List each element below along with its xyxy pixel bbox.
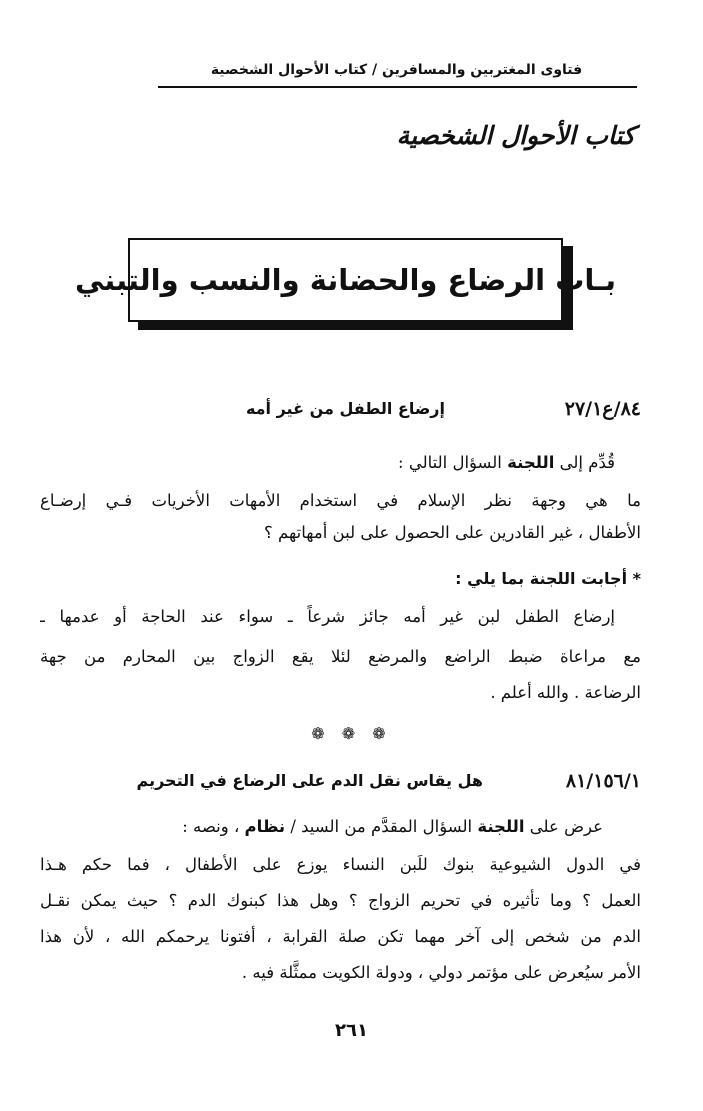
intro-middle: السؤال المقدَّم من السيد / xyxy=(290,817,473,836)
question-line-2: العمل ؟ وما تأثيره في تحريم الزواج ؟ وهل هذا كبنوك الدم ؟ حيث يمكن نقـل xyxy=(40,891,641,910)
book-title: كتاب الأحوال الشخصية xyxy=(396,121,635,150)
page-number: ٢٦١ xyxy=(335,1020,368,1041)
question-line-2: الأطفال ، غير القادرين على الحصول على لبن أمهاتهم ؟ xyxy=(264,523,641,542)
intro-suffix: السؤال التالي : xyxy=(398,453,502,472)
question-line-4: الأمر سيُعرض على مؤتمر دولي ، ودولة الكويت ممثَّلة فيه . xyxy=(241,963,641,982)
question-intro xyxy=(40,812,603,842)
committee-name: اللجنة xyxy=(507,453,555,472)
running-header: فتاوى المغتربين والمسافرين / كتاب الأحوال الشخصية xyxy=(210,62,583,78)
answer-line-2: مع مراعاة ضبط الراضع والمرضع لئلا يقع الزواج بين المحارم من جهة xyxy=(40,647,641,666)
chapter-box xyxy=(74,238,617,322)
question-line-3: الدم من شخص إلى آخر مهما تكن صلة القرابة ، أفتونا يرحمكم الله ، لأن هذا xyxy=(40,927,641,946)
question-line-1: ما هي وجهة نظر الإسلام في استخدام الأمهات الأخريات فـي إرضـاع xyxy=(40,491,641,510)
questioner-name: نظام xyxy=(244,817,286,836)
fatwa-title: هل يقاس نقل الدم على الرضاع في التحريم xyxy=(136,771,483,790)
question-line-1: في الدول الشيوعية بنوك للَبن النساء يوزع على الأطفال ، فما حكم هـذا xyxy=(40,855,641,874)
fatwa-number: ٨٤/ع٢٧/١ xyxy=(564,398,641,420)
fatwa-number: ٨١/١٥٦/١ xyxy=(565,770,641,792)
intro-prefix: عرض على xyxy=(529,817,603,836)
section-separator: ❁ ❁ ❁ xyxy=(311,724,392,743)
question-intro xyxy=(40,448,615,478)
fatwa-title: إرضاع الطفل من غير أمه xyxy=(245,399,445,418)
header-rule xyxy=(158,86,637,88)
committee-name: اللجنة xyxy=(477,817,525,836)
answer-heading: * أجابت اللجنة بما يلي : xyxy=(455,569,641,588)
answer-line-3: الرضاعة . والله أعلم . xyxy=(490,683,641,702)
intro-prefix: قُدِّم إلى xyxy=(559,453,615,472)
chapter-title: بـاب الرضاع والحضانة والنسب والتبني xyxy=(74,263,617,297)
intro-suffix: ، ونصه : xyxy=(182,817,240,836)
fatwa-heading xyxy=(40,394,641,424)
fatwa-heading xyxy=(40,766,641,796)
answer-line-1: إرضاع الطفل لبن غير أمه جائز شرعاً ـ سواء عند الحاجة أو عدمها ـ xyxy=(40,607,615,626)
